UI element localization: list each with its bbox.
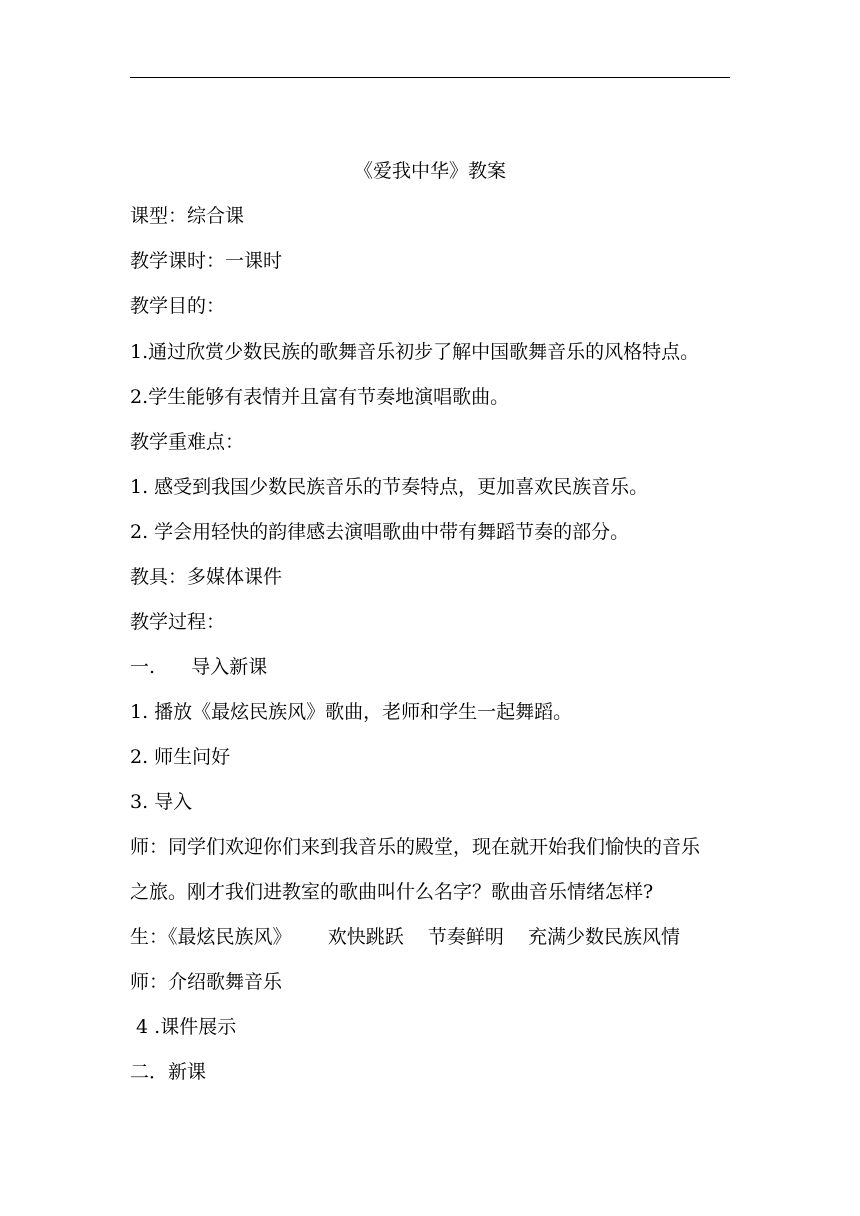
text-line: 一. 导入新课 [130, 656, 268, 678]
text-line: 2. 学会用轻快的韵律感去演唱歌曲中带有舞蹈节奏的部分。 [130, 521, 630, 543]
text-line: 1.通过欣赏少数民族的歌舞音乐初步了解中国歌舞音乐的风格特点。 [130, 341, 700, 363]
text-line: 教学过程： [130, 611, 226, 633]
header-rule [130, 77, 730, 78]
text-line: 1. 感受到我国少数民族音乐的节奏特点，更加喜欢民族音乐。 [130, 476, 649, 498]
text-line: 3. 导入 [130, 791, 193, 813]
page-title: 《爱我中华》教案 [353, 160, 506, 182]
text-line: 师：介绍歌舞音乐 [130, 971, 283, 993]
text-line: 师：同学们欢迎你们来到我音乐的殿堂，现在就开始我们愉快的音乐 [130, 836, 701, 858]
text-line: 2. 师生问好 [130, 746, 231, 768]
text-line: 1. 播放《最炫民族风》歌曲，老师和学生一起舞蹈。 [130, 701, 573, 723]
text-line: 2.学生能够有表情并且富有节奏地演唱歌曲。 [130, 386, 510, 408]
text-line: 教学重难点： [130, 431, 245, 453]
text-line: 二．新课 [130, 1061, 207, 1083]
text-line: 生：《最炫民族风》 欢快跳跃 节奏鲜明 充满少数民族风情 [130, 926, 681, 948]
text-line: 4 .课件展示 [130, 1016, 237, 1038]
text-line: 教学课时：一课时 [130, 250, 283, 272]
text-line: 教具：多媒体课件 [130, 566, 283, 588]
text-line: 课型：综合课 [130, 205, 245, 227]
text-line: 之旅。刚才我们进教室的歌曲叫什么名字？歌曲音乐情绪怎样? [130, 881, 654, 903]
text-line: 教学目的： [130, 295, 226, 317]
